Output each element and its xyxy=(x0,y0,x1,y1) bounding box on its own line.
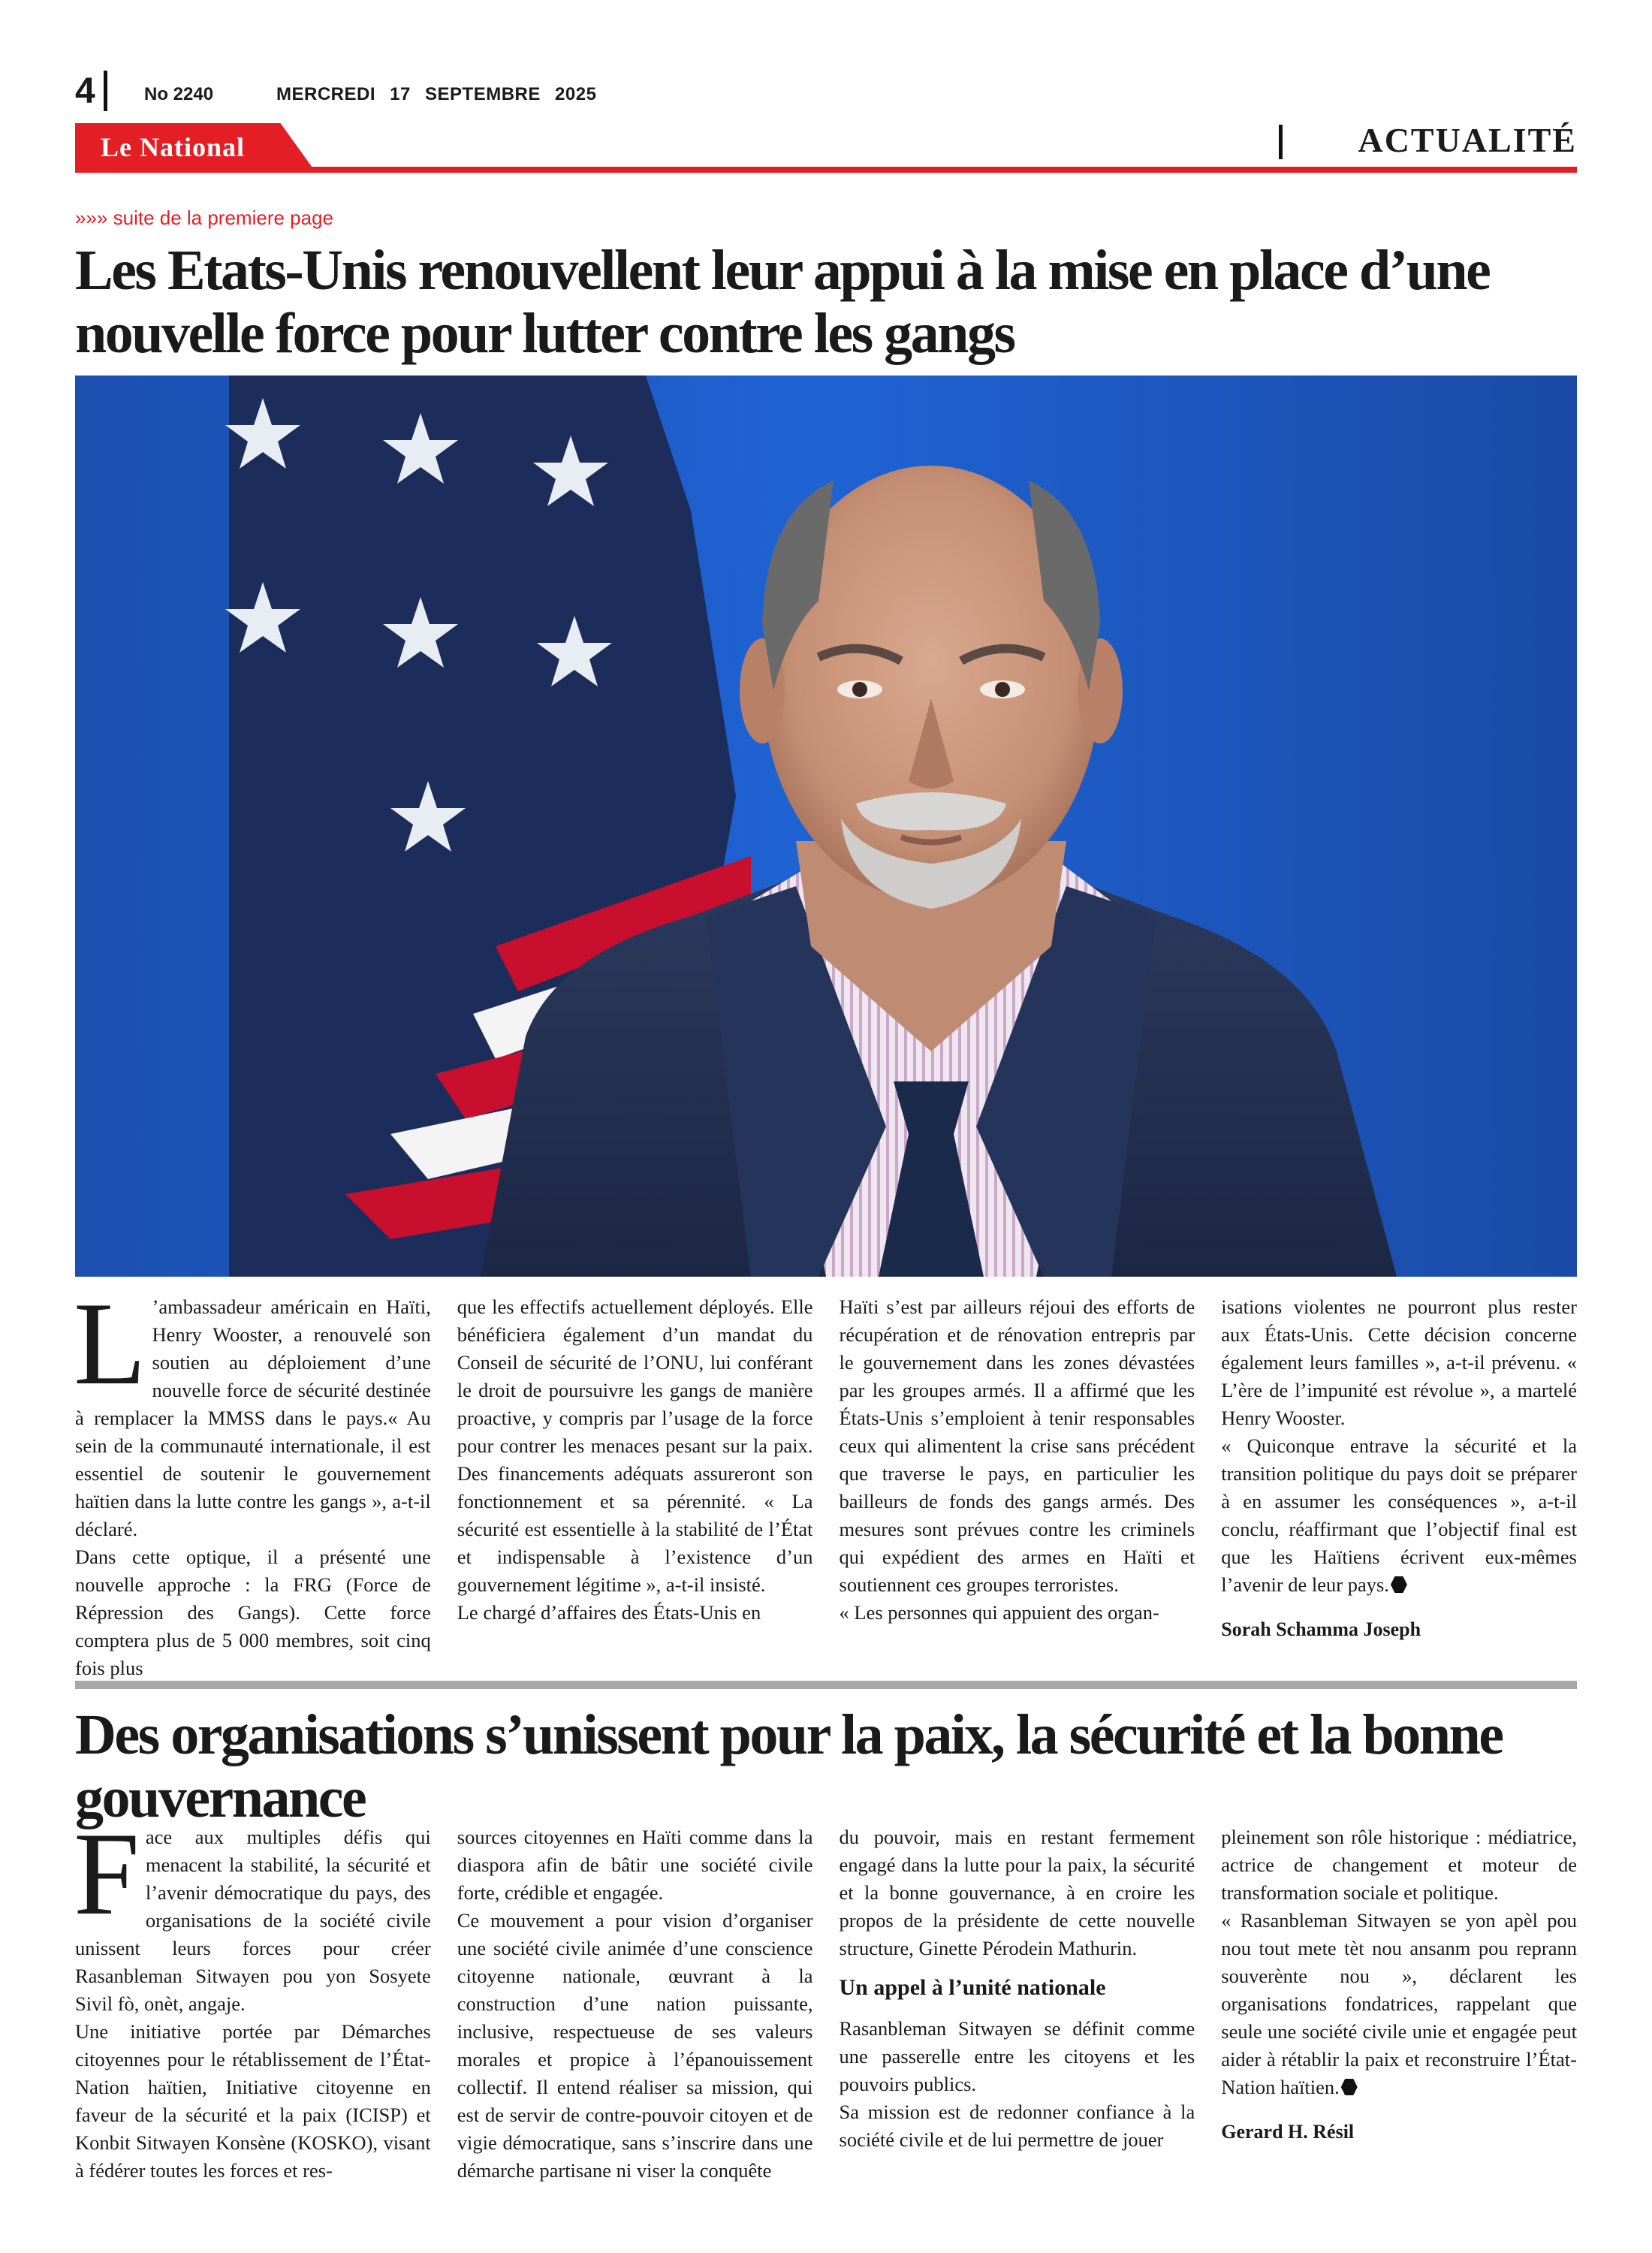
article2-subheading: Un appel à l’unité nationale xyxy=(839,1975,1106,2000)
article2-column-1 xyxy=(74,1808,431,2185)
article2-byline: Gerard H. Résil xyxy=(1221,2121,1355,2143)
article2-paragraph: pleinement son rôle historique : médiatrice, actrice de changement et moteur de transformation sociale et politique. xyxy=(1221,1826,1577,1904)
end-of-article-icon xyxy=(1391,1576,1407,1593)
article2-paragraph: Ce mouvement a pour vision d’organiser une société civile animée d’une conscience citoyenne nationale, œuvrant à la construction d’une nation puissante, inclusive, respectueuse de ses valeurs morales et propice à l’épanouissement collectif. Il entend réaliser sa mission, qui est de servir de contre-pouvoir citoyen et de vigie démocratique, sans s’inscrire dans une démarche partisane ni viser la conquête xyxy=(457,1909,813,2182)
header-rule xyxy=(75,167,1577,173)
article2-dropcap: F xyxy=(74,1808,140,1940)
article1-dropcap: L xyxy=(74,1278,146,1410)
article1-paragraph: « Quiconque entrave la sécurité et la transition politique du pays doit se préparer à en assumer les conséquences », a-t-il conclu, réaffirmant que l’objectif final est que les Haïtiens écrivent eux-mêmes l’avenir de leur pays. xyxy=(1221,1434,1577,1596)
article2-paragraph: Rasanbleman Sitwayen se définit comme une passerelle entre les citoyens et les pouvoirs publics. xyxy=(839,2017,1195,2095)
article1-paragraph: Le chargé d’affaires des États-Unis en xyxy=(457,1601,761,1624)
article1-column-3 xyxy=(840,1293,1195,1682)
ambassador-portrait-photo xyxy=(75,376,1577,1277)
article-divider xyxy=(75,1681,1577,1689)
article2-headline: Des organisations s’unissent pour la paix, la sécurité et la bonne gouvernance xyxy=(75,1703,1503,1829)
article1-paragraph: ’ambassadeur américain en Haïti, Henry Wooster, a renouvelé son soutien au déploiement d’une nouvelle force de sécurité destinée à remplacer la MMSS dans le pays.« Au sein de la communauté internationale, il est essentiel de soutenir le gouvernement haïtien dans la lutte contre les gangs », a-t-il déclaré. xyxy=(75,1295,431,1540)
article1-paragraph: Haïti s’est par ailleurs réjoui des efforts de récupération et de rénovation entrepris par le gouvernement dans les zones dévastées par les groupes armés. Il a affirmé que les États-Unis s’emploient à tenir responsables ceux qui alimentent la crise sans précédent que traverse le pays, en particulier les bailleurs de fonds des gangs armés. Des mesures sont prévues contre les criminels qui expédient des armes en Haïti et soutiennent ces groupes terroristes. xyxy=(839,1295,1195,1596)
page-number: 4 xyxy=(75,71,95,111)
article2-body xyxy=(74,1808,1577,2185)
article2-paragraph: ace aux multiples défis qui menacent la stabilité, la sécurité et l’avenir démocratique du pays, des organisations de la société civile unissent leurs forces pour créer Rasanbleman Sitwayen pou yon Sosyete Sivil fò, onèt, angaje. xyxy=(75,1826,431,2015)
publication-name: Le National xyxy=(101,132,246,162)
article2-paragraph: sources citoyennes en Haïti comme dans la diaspora afin de bâtir une société civile forte, crédible et engagée. xyxy=(457,1826,813,1904)
dateline: MERCREDI 17 SEPTEMBRE 2025 xyxy=(276,84,597,104)
article1-column-1 xyxy=(74,1278,431,1682)
article2-column-4 xyxy=(1221,1823,1577,2185)
article1-headline: Les Etats-Unis renouvellent leur appui à la mise en place d’une nouvelle force pour lutter contre les gangs xyxy=(75,239,1490,365)
section-divider xyxy=(1279,125,1283,159)
article1-column-4 xyxy=(1221,1293,1577,1682)
article2-column-2 xyxy=(457,1823,813,2185)
article2-paragraph: « Rasanbleman Sitwayen se yon apèl pou nou tout mete tèt nou ansanm pou reprann souverènte nou », déclarent les organisations fondatrices, rappelant que seule une société civile unie et engagée peut aider à rétablir la paix et reconstruire l’État-Nation haïtien. xyxy=(1221,1909,1577,2098)
article1-byline: Sorah Schamma Joseph xyxy=(1221,1618,1421,1640)
issue-number: No 2240 xyxy=(144,84,214,104)
article2-column-3 xyxy=(840,1823,1195,2185)
continuation-kicker: »»» suite de la premiere page xyxy=(75,207,334,229)
page-number-divider xyxy=(104,71,107,111)
article1-paragraph: que les effectifs actuellement déployés. Elle bénéficiera également d’un mandat du Conseil de sécurité de l’ONU, lui conférant le droit de poursuivre les gangs de manière proactive, y compris par l’usage de la force pour contrer les menaces pesant sur la paix. Des financements adéquats assureront son fonctionnement et sa pérennité. « La sécurité est essentielle à la stabilité de l’État et indispensable à l’existence d’un gouvernement légitime », a-t-il insisté. xyxy=(457,1295,813,1596)
end-of-article-icon xyxy=(1341,2079,1358,2095)
article1-body xyxy=(74,1278,1577,1682)
article1-paragraph: « Les personnes qui appuient des organ- xyxy=(839,1601,1159,1624)
article2-paragraph: Une initiative portée par Démarches citoyennes pour le rétablissement de l’État-Nation haïtien, Initiative citoyenne en faveur de la sécurité et la paix (ICISP) et Konbit Sitwayen Konsène (KOSKO), visant à fédérer toutes les forces et res- xyxy=(75,2020,431,2182)
article1-column-2 xyxy=(457,1293,813,1682)
article2-paragraph: du pouvoir, mais en restant fermement engagé dans la lutte pour la paix, la sécurité et la bonne gouvernance, à en croire les propos de la présidente de cette nouvelle structure, Ginette Pérodein Mathurin. xyxy=(839,1826,1195,1959)
section-label: ACTUALITÉ xyxy=(1358,121,1577,159)
article1-paragraph: Dans cette optique, il a présenté une nouvelle approche : la FRG (Force de Répression des Gangs). Cette force comptera plus de 5 000 membres, soit cinq fois plus xyxy=(75,1546,431,1679)
article1-paragraph: isations violentes ne pourront plus rester aux États-Unis. Cette décision concerne également leurs familles », a-t-il prévenu. « L’ère de l’impunité est révolue », a martelé Henry Wooster. xyxy=(1221,1295,1577,1429)
article2-paragraph: Sa mission est de redonner confiance à la société civile et de lui permettre de jouer xyxy=(839,2101,1195,2151)
